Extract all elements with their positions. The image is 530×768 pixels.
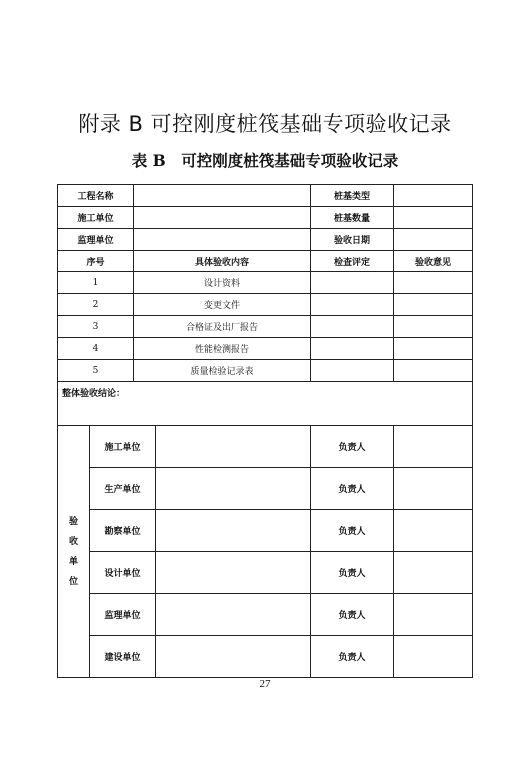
person-in-charge-value — [394, 552, 473, 594]
item-content: 性能检测报告 — [134, 338, 311, 360]
item-no: 1 — [58, 272, 134, 294]
person-in-charge-label: 负责人 — [311, 636, 394, 678]
supervision-unit-value — [134, 229, 311, 251]
acceptance-units-label: 验 收 单 位 — [58, 426, 90, 678]
project-name-value — [134, 185, 311, 207]
pile-type-value — [394, 185, 473, 207]
person-in-charge-value — [394, 510, 473, 552]
header-opinion: 验收意见 — [394, 251, 473, 272]
appendix-title: 附录 B 可控刚度桩筏基础专项验收记录 — [78, 112, 452, 136]
item-no: 4 — [58, 338, 134, 360]
unit-value — [156, 510, 311, 552]
unit-value — [156, 636, 311, 678]
unit-row — [58, 636, 473, 678]
item-opinion — [394, 272, 473, 294]
header-evaluation: 检查评定 — [311, 251, 394, 272]
acceptance-date-label: 验收日期 — [311, 229, 394, 251]
item-opinion — [394, 338, 473, 360]
item-no: 3 — [58, 316, 134, 338]
construction-unit-value — [134, 207, 311, 229]
construction-unit-label: 施工单位 — [58, 207, 134, 229]
table-row — [58, 360, 473, 382]
item-content: 质量检验记录表 — [134, 360, 311, 382]
unit-value — [156, 594, 311, 636]
unit-name: 施工单位 — [90, 426, 156, 468]
page-number: 27 — [259, 678, 271, 690]
person-in-charge-label: 负责人 — [311, 426, 394, 468]
unit-row — [58, 552, 473, 594]
pile-type-label: 桩基类型 — [311, 185, 394, 207]
overall-conclusion-label: 整体验收结论： — [58, 382, 473, 426]
table-row — [58, 272, 473, 294]
item-evaluation — [311, 316, 394, 338]
items-header-row — [58, 251, 473, 272]
unit-name: 设计单位 — [90, 552, 156, 594]
unit-value — [156, 426, 311, 468]
conclusion-row — [58, 382, 473, 426]
item-content: 设计资料 — [134, 272, 311, 294]
unit-row — [58, 426, 473, 468]
unit-name: 勘察单位 — [90, 510, 156, 552]
table-title: 表 B 可控刚度桩筏基础专项验收记录 — [131, 151, 399, 170]
item-evaluation — [311, 338, 394, 360]
acceptance-date-value — [394, 229, 473, 251]
info-row-supervision — [58, 229, 473, 251]
header-no: 序号 — [58, 251, 134, 272]
item-opinion — [394, 294, 473, 316]
person-in-charge-label: 负责人 — [311, 468, 394, 510]
unit-name: 监理单位 — [90, 594, 156, 636]
table-row — [58, 316, 473, 338]
person-in-charge-value — [394, 426, 473, 468]
pile-count-label: 桩基数量 — [311, 207, 394, 229]
unit-name: 生产单位 — [90, 468, 156, 510]
item-evaluation — [311, 294, 394, 316]
item-opinion — [394, 316, 473, 338]
item-content: 变更文件 — [134, 294, 311, 316]
item-opinion — [394, 360, 473, 382]
acceptance-record-table — [57, 184, 473, 678]
unit-value — [156, 552, 311, 594]
pile-count-value — [394, 207, 473, 229]
supervision-unit-label: 监理单位 — [58, 229, 134, 251]
item-content: 合格证及出厂报告 — [134, 316, 311, 338]
unit-row — [58, 510, 473, 552]
info-row-construction — [58, 207, 473, 229]
unit-value — [156, 468, 311, 510]
header-content: 具体验收内容 — [134, 251, 311, 272]
person-in-charge-value — [394, 636, 473, 678]
person-in-charge-label: 负责人 — [311, 552, 394, 594]
item-evaluation — [311, 272, 394, 294]
unit-name: 建设单位 — [90, 636, 156, 678]
info-row-project — [58, 185, 473, 207]
project-name-label: 工程名称 — [58, 185, 134, 207]
person-in-charge-value — [394, 468, 473, 510]
unit-row — [58, 468, 473, 510]
unit-row — [58, 594, 473, 636]
person-in-charge-value — [394, 594, 473, 636]
table-row — [58, 294, 473, 316]
item-no: 2 — [58, 294, 134, 316]
person-in-charge-label: 负责人 — [311, 510, 394, 552]
table-row — [58, 338, 473, 360]
item-evaluation — [311, 360, 394, 382]
item-no: 5 — [58, 360, 134, 382]
person-in-charge-label: 负责人 — [311, 594, 394, 636]
